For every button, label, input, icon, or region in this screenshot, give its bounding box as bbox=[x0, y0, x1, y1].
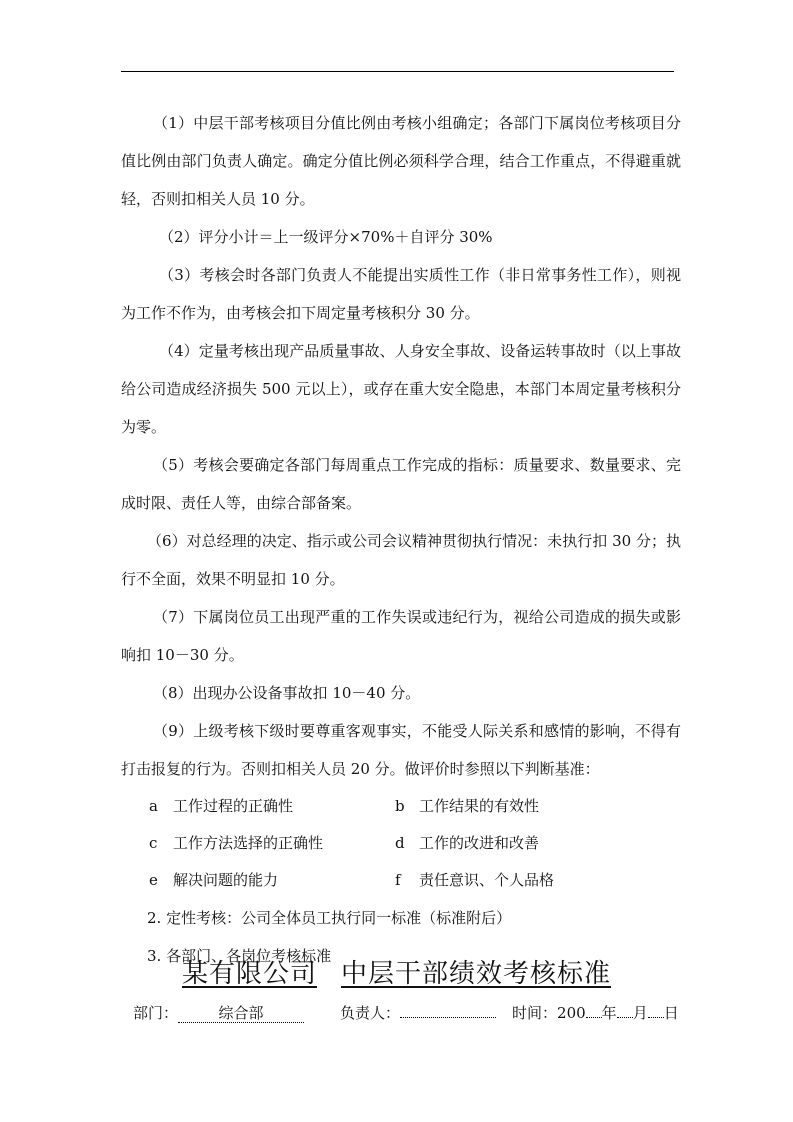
criteria-letter: a bbox=[149, 797, 158, 815]
criteria-text: 工作的改进和改善 bbox=[419, 834, 540, 852]
criteria-letter: d bbox=[395, 834, 405, 852]
title-main: 中层干部绩效考核标准 bbox=[341, 959, 612, 989]
year-unit: 年 bbox=[601, 1004, 617, 1022]
document-body bbox=[121, 104, 681, 975]
criteria-row bbox=[149, 788, 681, 825]
criteria-text: 工作过程的正确性 bbox=[173, 797, 294, 815]
paragraph-7: （7）下属岗位员工出现严重的工作失误或违纪行为，视给公司造成的损失或影响扣 10－30 分。 bbox=[121, 608, 681, 664]
person-label: 负责人： bbox=[340, 1004, 401, 1022]
time-label: 时间：200 bbox=[512, 1004, 586, 1022]
header-rule bbox=[121, 71, 674, 72]
paragraph-2: （2）评分小计＝上一级评分×70%＋自评分 30% bbox=[159, 228, 493, 246]
paragraph-6: （6）对总经理的决定、指示或公司会议精神贯彻执行情况：未执行扣 30 分；执行不全面，效果不明显扣 10 分。 bbox=[121, 532, 681, 588]
section-qualitative: 2. 定性考核：公司全体员工执行同一标准（标准附后） bbox=[147, 909, 512, 927]
paragraph-9: （9）上级考核下级时要尊重客观事实，不能受人际关系和感情的影响，不得有打击报复的行为。否则扣相关人员 20 分。做评价时参照以下判断基准： bbox=[121, 722, 681, 778]
month-field[interactable] bbox=[617, 1017, 633, 1018]
paragraph-5: （5）考核会要确定各部门每周重点工作完成的指标：质量要求、数量要求、完成时限、责任人等，由综合部备案。 bbox=[121, 456, 681, 512]
title-company: 某有限公司 bbox=[181, 959, 317, 989]
criteria-text: 解决问题的能力 bbox=[173, 871, 279, 889]
year-field[interactable] bbox=[586, 1017, 602, 1018]
paragraph-8: （8）出现办公设备事故扣 10－40 分。 bbox=[153, 684, 421, 702]
document-title bbox=[0, 956, 793, 992]
criteria-item bbox=[395, 825, 641, 862]
day-unit: 日 bbox=[663, 1004, 679, 1022]
criteria-text: 工作方法选择的正确性 bbox=[173, 834, 324, 852]
criteria-letter: b bbox=[395, 797, 405, 815]
criteria-item bbox=[149, 825, 395, 862]
dept-label: 部门： bbox=[133, 1004, 179, 1022]
criteria-letter: c bbox=[149, 834, 158, 852]
paragraph-3: （3）考核会时各部门负责人不能提出实质性工作（非日常事务性工作），则视为工作不作为，由考核会扣下周定量考核积分 30 分。 bbox=[121, 266, 681, 322]
criteria-letter: e bbox=[149, 871, 158, 889]
day-field[interactable] bbox=[648, 1017, 664, 1018]
criteria-row bbox=[149, 862, 681, 899]
criteria-item bbox=[395, 862, 641, 899]
criteria-list bbox=[121, 788, 681, 899]
paragraph-1: （1）中层干部考核项目分值比例由考核小组确定；各部门下属岗位考核项目分值比例由部门负责人确定。确定分值比例必须科学合理，结合工作重点，不得避重就轻，否则扣相关人员 10 分。 bbox=[121, 114, 681, 208]
form-meta-row bbox=[133, 1000, 678, 1026]
criteria-text: 责任意识、个人品格 bbox=[419, 871, 555, 889]
dept-field[interactable]: 综合部 bbox=[178, 1004, 304, 1023]
person-field[interactable] bbox=[400, 1017, 496, 1018]
criteria-letter: f bbox=[395, 871, 401, 889]
paragraph-4: （4）定量考核出现产品质量事故、人身安全事故、设备运转事故时（以上事故给公司造成经济损失 500 元以上），或存在重大安全隐患，本部门本周定量考核积分为零。 bbox=[121, 342, 681, 436]
criteria-item bbox=[149, 862, 395, 899]
section-department-standards: 3. 各部门、各岗位考核标准 bbox=[147, 947, 332, 965]
criteria-item bbox=[149, 788, 395, 825]
criteria-row bbox=[149, 825, 681, 862]
criteria-text: 工作结果的有效性 bbox=[419, 797, 540, 815]
month-unit: 月 bbox=[632, 1004, 648, 1022]
criteria-item bbox=[395, 788, 641, 825]
